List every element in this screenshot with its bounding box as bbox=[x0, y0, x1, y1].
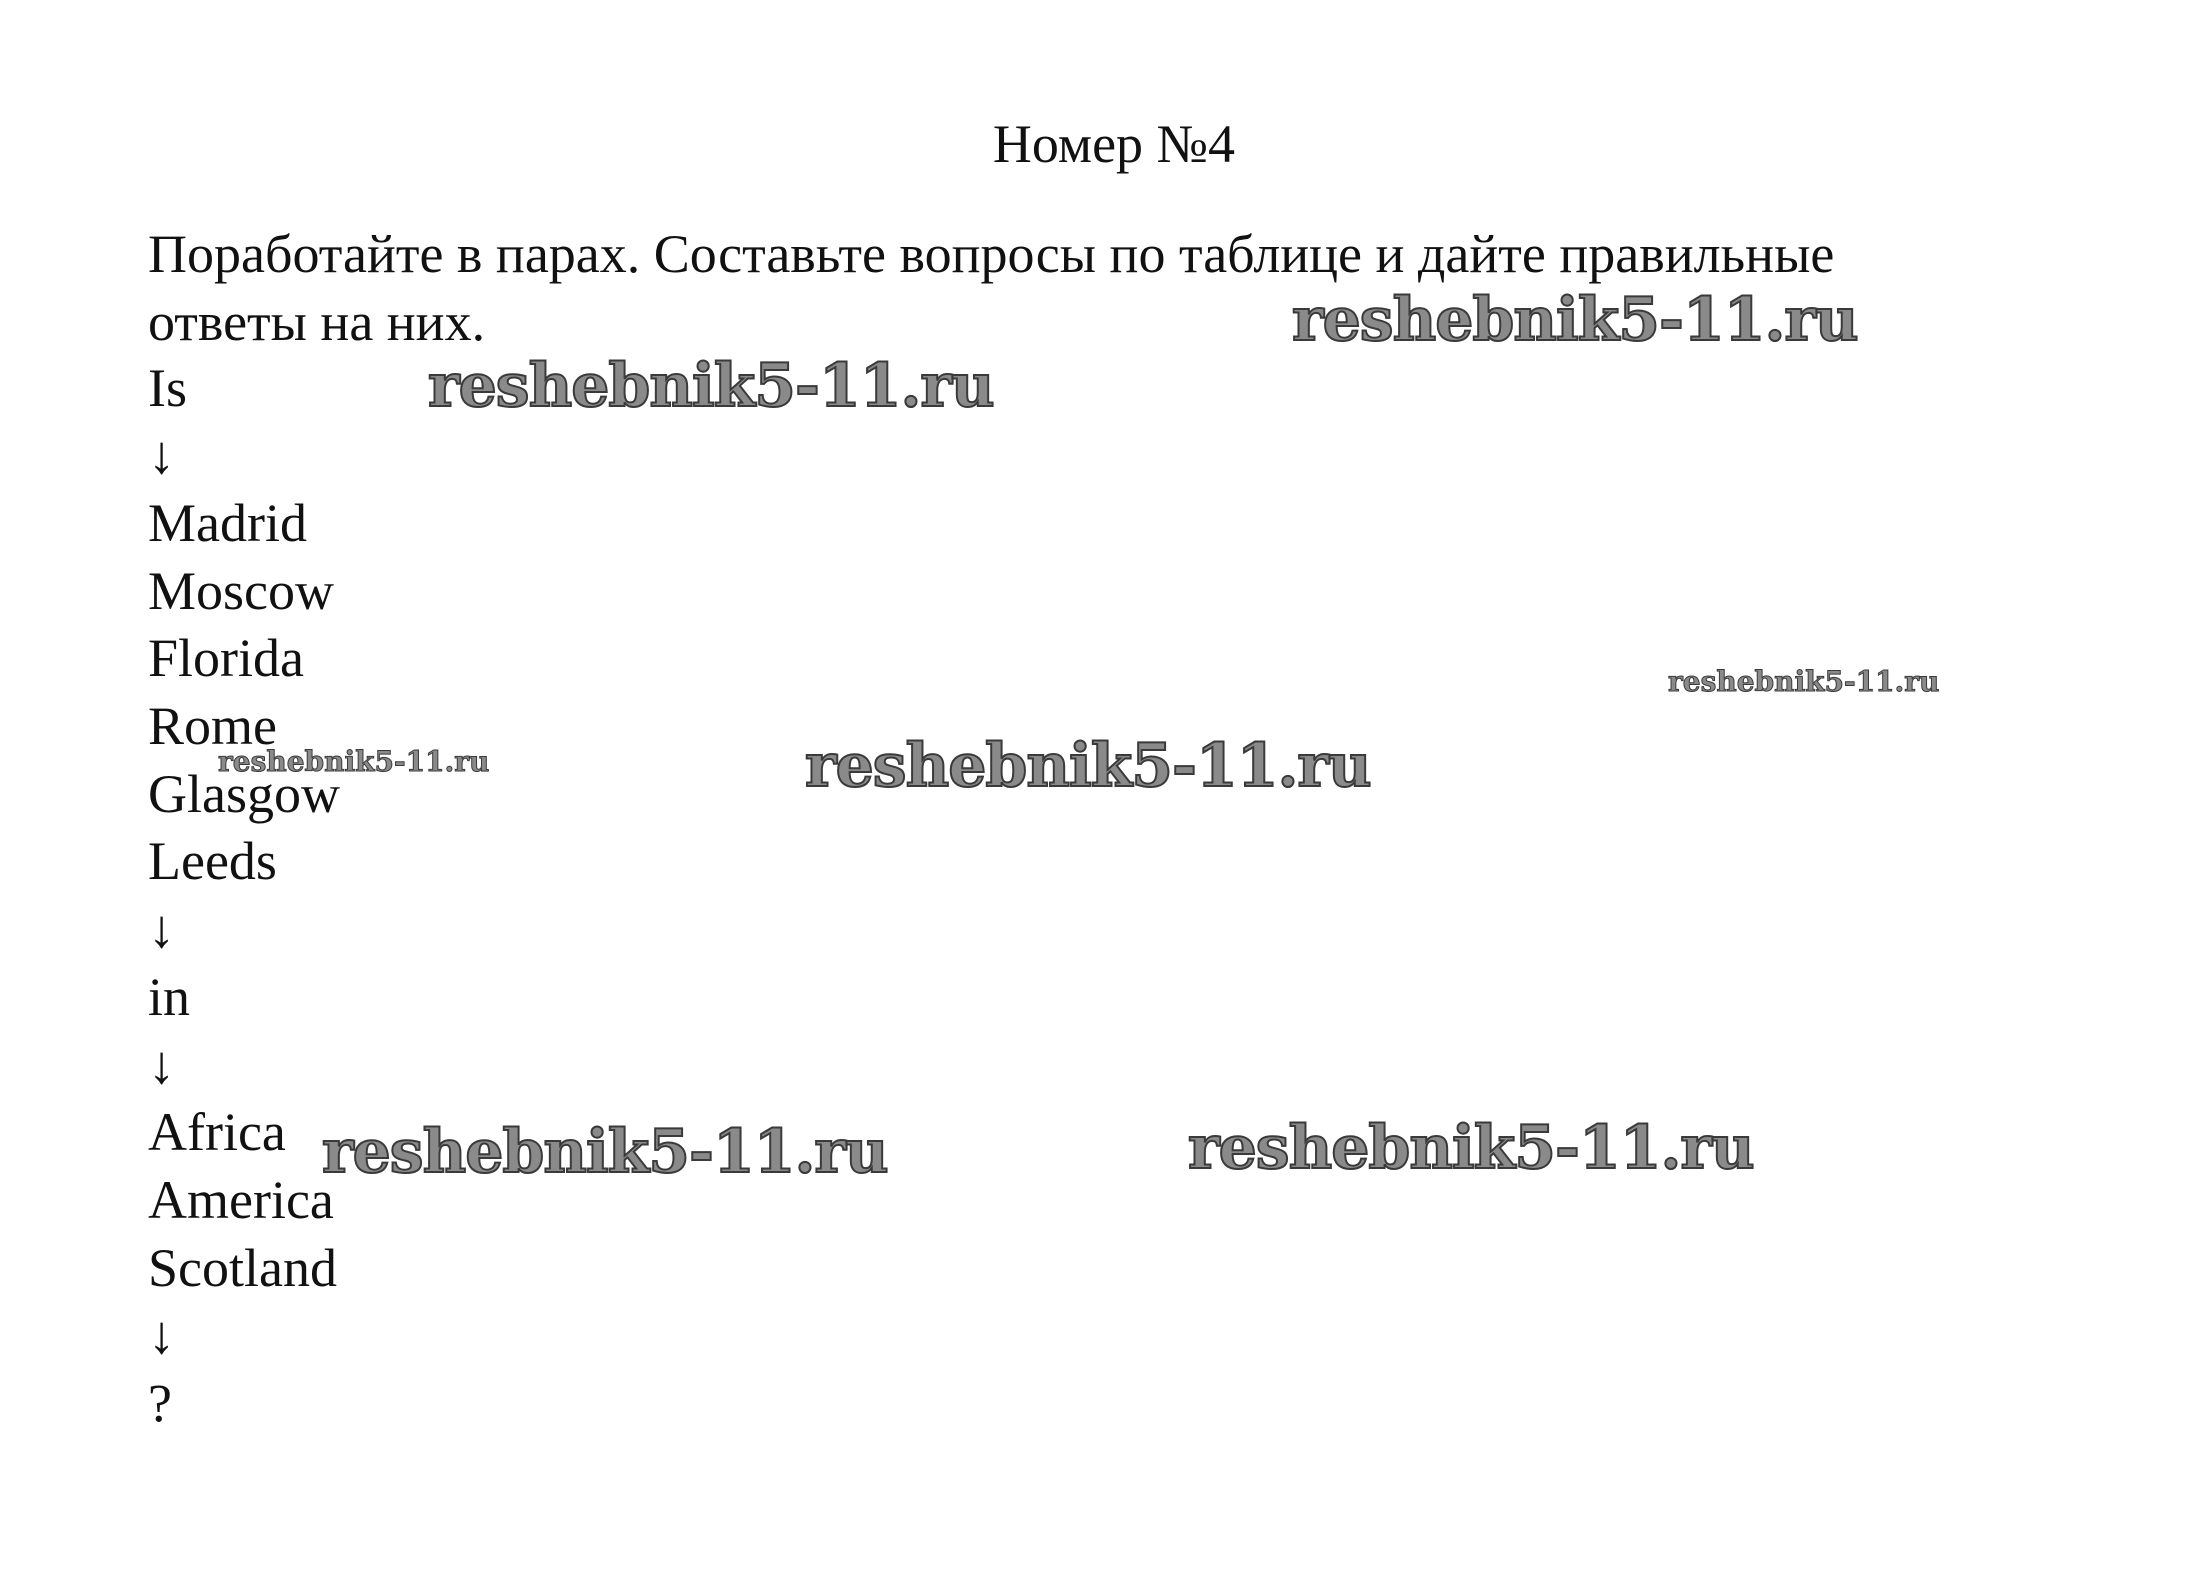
city-rome: Rome bbox=[148, 696, 277, 756]
watermark: reshebnik5-11.ru bbox=[428, 351, 994, 421]
arrow-down-icon: ↓ bbox=[148, 1305, 175, 1365]
word-is: Is bbox=[148, 358, 187, 418]
instruction-line-2: ответы на них. bbox=[148, 292, 486, 352]
watermark: reshebnik5-11.ru bbox=[1292, 285, 1858, 355]
city-moscow: Moscow bbox=[148, 561, 334, 621]
page-title: Номер №4 bbox=[992, 114, 1236, 174]
city-glasgow: Glasgow bbox=[148, 764, 340, 824]
watermark: reshebnik5-11.ru bbox=[805, 731, 1371, 801]
watermark: reshebnik5-11.ru bbox=[1668, 665, 1940, 698]
place-america: America bbox=[148, 1170, 334, 1230]
arrow-down-icon: ↓ bbox=[148, 1035, 175, 1095]
watermark: reshebnik5-11.ru bbox=[322, 1117, 888, 1187]
city-madrid: Madrid bbox=[148, 493, 307, 553]
place-scotland: Scotland bbox=[148, 1238, 337, 1298]
instruction-line-1: Поработайте в парах. Составьте вопросы по таблице и дайте правильные bbox=[148, 224, 1835, 284]
arrow-down-icon: ↓ bbox=[148, 899, 175, 959]
city-leeds: Leeds bbox=[148, 831, 277, 891]
place-africa: Africa bbox=[148, 1102, 286, 1162]
word-in: in bbox=[148, 967, 191, 1027]
watermark: reshebnik5-11.ru bbox=[1188, 1113, 1754, 1183]
city-florida: Florida bbox=[148, 628, 304, 688]
arrow-down-icon: ↓ bbox=[148, 425, 175, 485]
question-mark: ? bbox=[148, 1373, 172, 1433]
watermark: reshebnik5-11.ru bbox=[218, 745, 490, 778]
